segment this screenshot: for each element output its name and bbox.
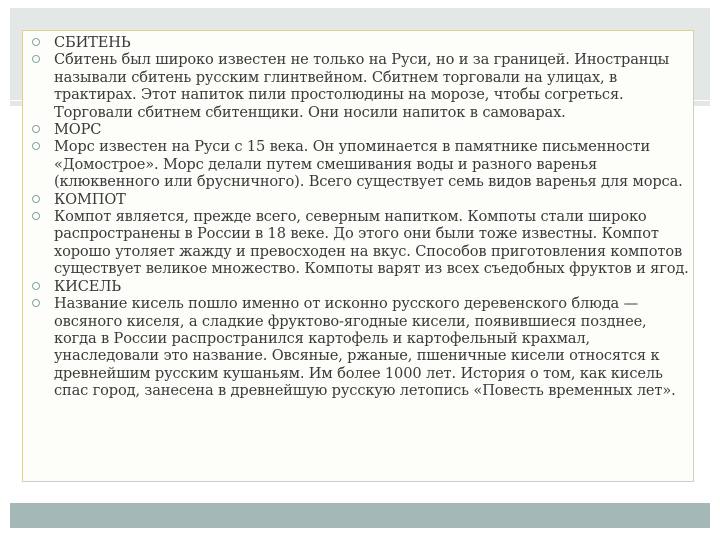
bullet-circle-icon	[32, 212, 40, 220]
list-item-kompot-heading	[30, 191, 690, 208]
item-text: Компот является, прежде всего, северным напитком. Компоты стали широко распространены в России в 18 веке. До этого они были тоже известны. Компот хорошо утоляет жажду и превосходен на вкус. Способов приготовления компотов существует великое множество. Компоты варят из всех съедобных фруктов и ягод.	[54, 208, 689, 278]
item-text: КОМПОТ	[54, 190, 126, 208]
list-item-kisel-text	[30, 295, 690, 399]
list-item-kisel-heading	[30, 278, 690, 295]
bullet-circle-icon	[32, 282, 40, 290]
item-text: МОРС	[54, 121, 102, 139]
item-text: СБИТЕНЬ	[54, 34, 131, 51]
bullet-circle-icon	[32, 38, 40, 46]
item-text: КИСЕЛЬ	[54, 277, 121, 295]
list-item-kompot-text	[30, 208, 690, 278]
bullet-circle-icon	[32, 142, 40, 150]
bullet-list	[30, 34, 690, 400]
item-text: Сбитень был широко известен не только на Руси, но и за границей. Иностранцы называли сбитень русским глинтвейном. Сбитнем торговали на улицах, в трактирах. Этот напиток пили простолюдины на морозе, чтобы согреться. Торговали сбитнем сбитенщики. Они носили напиток в самоварах.	[54, 51, 670, 121]
item-text: Морс известен на Руси с 15 века. Он упоминается в памятнике письменности «Домострое». Морс делали путем смешивания воды и разного варенья (клюквенного или брусничного). Всего существует семь видов варенья для морса.	[54, 138, 683, 191]
item-text: Название кисель пошло именно от исконно русского деревенского блюда — овсяного киселя, а сладкие фруктово-ягодные кисели, появившиеся позднее, когда в России распространился картофель и картофельный крахмал, унаследовали это название. Овсяные, ржаные, пшеничные кисели относятся к древнейшим русским кушаньям. Им более 1000 лет. История о том, как кисель спас город, занесена в древнейшую русскую летопись «Повесть временных лет».	[54, 295, 676, 400]
list-item-sbiten-text	[30, 51, 690, 121]
bullet-circle-icon	[32, 195, 40, 203]
list-item-sbiten-heading	[30, 34, 690, 51]
bullet-circle-icon	[32, 299, 40, 307]
bullet-circle-icon	[32, 55, 40, 63]
bullet-circle-icon	[32, 125, 40, 133]
list-item-mors-heading	[30, 121, 690, 138]
list-item-mors-text	[30, 138, 690, 190]
footer-bar	[10, 503, 710, 528]
